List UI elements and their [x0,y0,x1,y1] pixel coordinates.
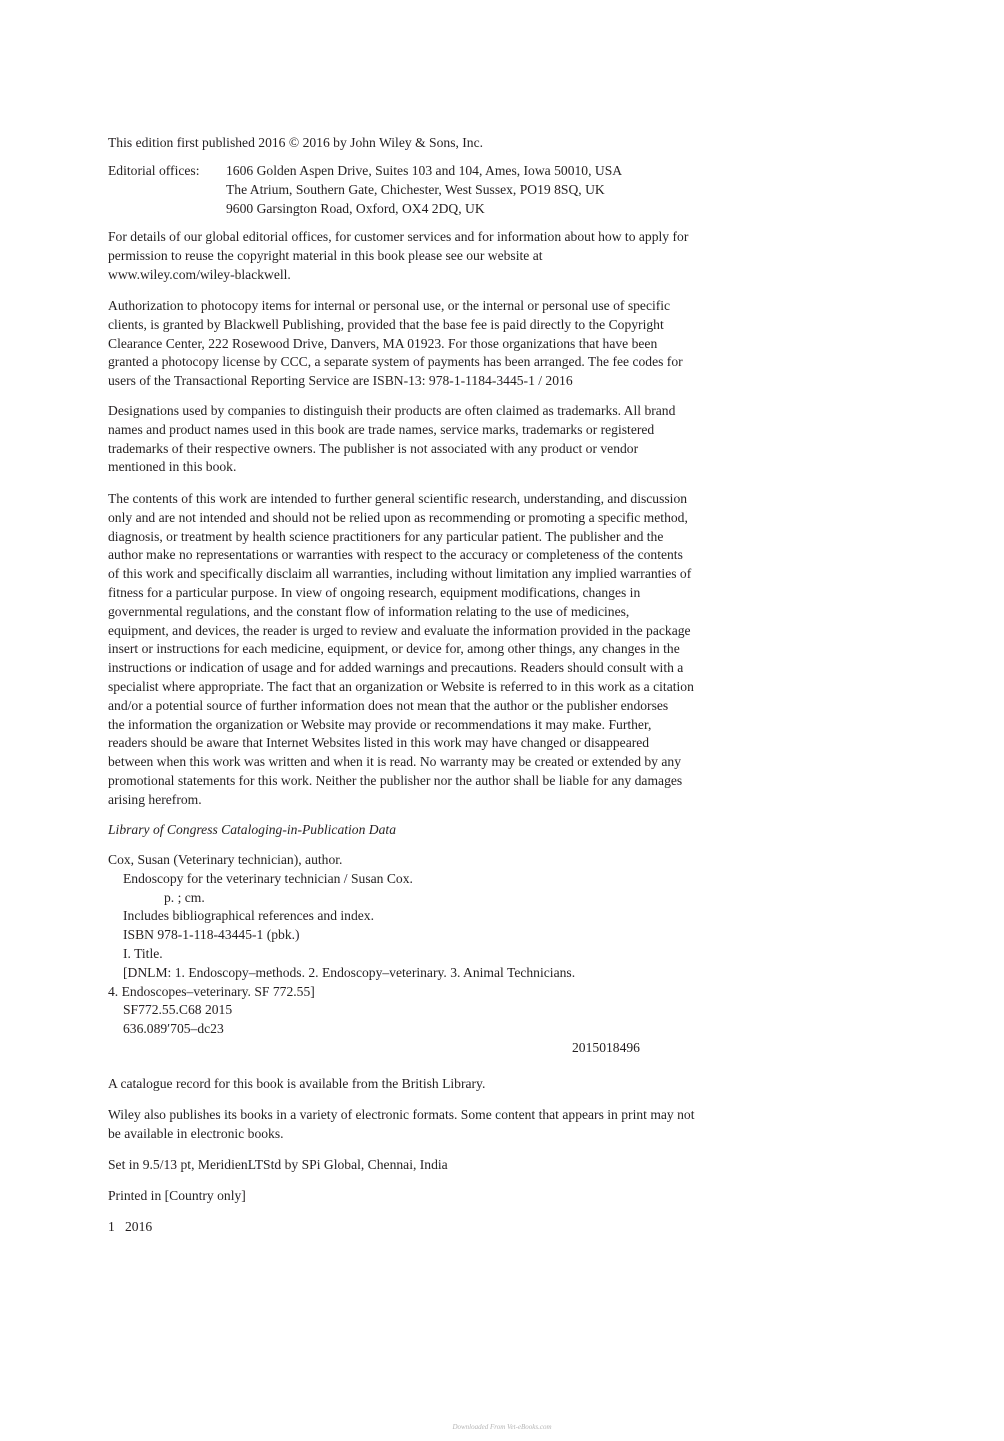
authorization-paragraph [108,297,813,391]
paragraph-line: be available in electronic books. [108,1125,284,1141]
cip-dewey-line: 636.089′705–dc23 [123,1021,224,1037]
editorial-offices-label: Editorial offices: [108,163,200,178]
typeset-note: Set in 9.5/13 pt, MeridienLTStd by SPi Global, Chennai, India [108,1157,448,1172]
paragraph-line: promotional statements for this work. Neither the publisher nor the author shall be liable for any damages [108,772,683,788]
paragraph-line: clients, is granted by Blackwell Publishing, provided that the base fee is paid directly to the Copyright [108,316,664,332]
cip-classification-line: SF772.55.C68 2015 [123,1002,233,1018]
paragraph-line: permission to reuse the copyright material in this book please see our website at [108,247,543,263]
cip-record [108,851,813,1039]
website-url: www.wiley.com/wiley-blackwell. [108,266,291,282]
paragraph-line: Designations used by companies to distinguish their products are often claimed as trademarks. All brand [108,403,676,418]
printed-in-note: Printed in [Country only] [108,1188,246,1203]
electronic-formats-paragraph [108,1106,813,1144]
paragraph-line: fitness for a particular purpose. In view of ongoing research, equipment modifications, changes in [108,584,641,600]
cip-title-entry-line: I. Title. [123,945,163,961]
paragraph-line: readers should be aware that Internet Websites listed in this work may have changed or disappeared [108,735,650,751]
office-address: The Atrium, Southern Gate, Chichester, West Sussex, PO19 8SQ, UK [226,181,605,197]
paragraph-line: the information the organization or Website may provide or recommendations it may make. Further, [108,716,652,732]
office-address: 9600 Garsington Road, Oxford, OX4 2DQ, UK [226,200,485,216]
paragraph-line: Wiley also publishes its books in a variety of electronic formats. Some content that appears in print may not [108,1107,695,1122]
paragraph-line: insert or instructions for each medicine, equipment, or device for, among other things, any changes in the [108,641,680,657]
paragraph-line: Clearance Center, 222 Rosewood Drive, Danvers, MA 01923. For those organizations that have been [108,335,658,351]
global-offices-paragraph [108,228,813,284]
paragraph-line: of this work and specifically disclaim all warranties, including without limitation any implied warranties of [108,566,692,582]
paragraph-line: between when this work was written and when it is read. No warranty may be created or extended by any [108,754,682,770]
download-watermark: Downloaded From Vet-eBooks.com [452,1423,552,1431]
cip-dnlm-line: [DNLM: 1. Endoscopy–methods. 2. Endoscopy–veterinary. 3. Animal Technicians. [123,964,576,980]
cip-dnlm-continued-line: 4. Endoscopes–veterinary. SF 772.55] [108,983,315,999]
paragraph-line: diagnosis, or treatment by health science practitioners for any particular patient. The publisher and the [108,528,664,544]
paragraph-line: names and product names used in this book are trade names, service marks, trademarks or registered [108,421,655,437]
print-line: 1 2016 [108,1219,153,1234]
cip-author-line: Cox, Susan (Veterinary technician), author. [108,852,343,867]
office-address: 1606 Golden Aspen Drive, Suites 103 and 104, Ames, Iowa 50010, USA [226,163,623,178]
disclaimer-paragraph [108,490,813,810]
paragraph-line: author make no representations or warranties with respect to the accuracy or completeness of the contents [108,547,683,563]
paragraph-line: The contents of this work are intended to further general scientific research, understanding, and discussion [108,491,688,506]
cip-heading: Library of Congress Cataloging-in-Publication Data [108,822,396,837]
cip-record-number: 2015018496 [572,1040,640,1055]
paragraph-line: mentioned in this book. [108,459,237,475]
british-library-note: A catalogue record for this book is available from the British Library. [108,1076,486,1091]
paragraph-line: granted a photocopy license by CCC, a separate system of payments has been arranged. The fee codes for [108,354,683,370]
edition-line: This edition first published 2016 © 2016 by John Wiley & Sons, Inc. [108,135,484,150]
paragraph-line: users of the Transactional Reporting Service are ISBN-13: 978-1-1184-3445-1 / 2016 [108,373,573,389]
paragraph-line: only and are not intended and should not be relied upon as recommending or promoting a specific method, [108,509,688,525]
cip-notes-line: Includes bibliographical references and index. [123,908,374,924]
paragraph-line: and/or a potential source of further information does not mean that the author or the publisher endorses [108,697,669,713]
paragraph-line: trademarks of their respective owners. The publisher is not associated with any product or vendor [108,440,639,456]
editorial-offices-addresses [226,162,622,218]
paragraph-line: specialist where appropriate. The fact that an organization or Website is referred to in this work as a citation [108,678,694,694]
paragraph-line: arising herefrom. [108,791,202,807]
paragraph-line: Authorization to photocopy items for internal or personal use, or the internal or personal use of specific [108,298,671,313]
cip-physical-line: p. ; cm. [164,889,205,905]
cip-isbn-line: ISBN 978-1-118-43445-1 (pbk.) [123,927,300,943]
paragraph-line: instructions or indication of usage and for added warnings and precautions. Readers should consult with a [108,660,684,676]
cip-title-line: Endoscopy for the veterinary technician / Susan Cox. [123,870,413,886]
paragraph-line: governmental regulations, and the constant flow of information relating to the use of medicines, [108,603,630,619]
paragraph-line: equipment, and devices, the reader is urged to review and evaluate the information provided in the package [108,622,691,638]
paragraph-line: For details of our global editorial offices, for customer services and for information about how to apply for [108,229,689,244]
designations-paragraph [108,402,813,477]
